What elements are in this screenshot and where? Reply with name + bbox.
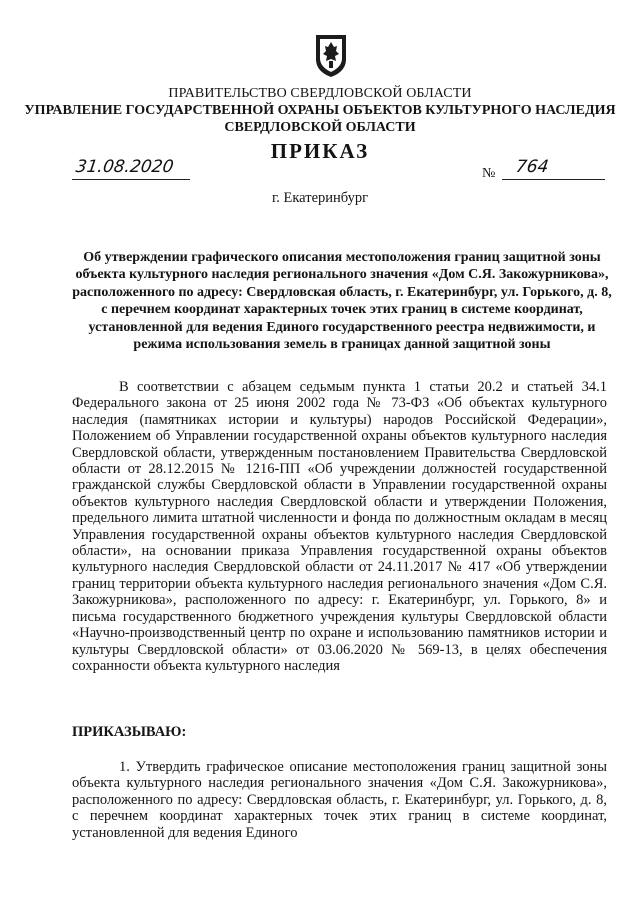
order-date: 31.08.2020 — [74, 157, 175, 177]
city: г. Екатеринбург — [271, 190, 369, 206]
department-name: УПРАВЛЕНИЕ ГОСУДАРСТВЕННОЙ ОХРАНЫ ОБЪЕКТОВ КУЛЬТУРНОГО НАСЛЕДИЯ СВЕРДЛОВСКОЙ ОБЛАСТИ — [24, 103, 616, 135]
document-type: ПРИКАЗ — [270, 139, 370, 163]
coat-of-arms-icon — [313, 32, 349, 78]
order-number: 764 — [514, 157, 550, 177]
order-date-field — [72, 157, 190, 180]
clause-1-paragraph: 1. Утвердить графическое описание местоположения границ защитной зоны объекта культурного наследия регионального значения «Дом С.Я. Закожурникова», расположенного по адресу: Свердловская область, г. Екатеринбург, ул. Горького, д. 8, с перечнем координат характерных точек этих границ в системе координат, установленной для ведения Единого — [72, 759, 607, 841]
order-number-field — [502, 157, 605, 180]
order-title: Об утверждении графического описания местоположения границ защитной зоны объекта культурного наследия регионального значения «Дом С.Я. Закожурникова», расположенного по адресу: Свердловская область, г. Екатеринбург, ул. Горького, д. 8, с перечнем координат характерных точек этих границ в системе координат, установленной для ведения Единого государственного реестра недвижимости, и режима использования земель в границах данной защитной зоны — [72, 250, 612, 353]
preamble-paragraph: В соответствии с абзацем седьмым пункта 1 статьи 20.2 и статьей 34.1 Федерального закона от 25 июня 2002 года № 73-ФЗ «Об объектах культурного наследия (памятниках истории и культуры) народов Российской Федерации», Положением об Управлении государственной охраны объектов культурного наследия Свердловской области, утвержденным постановлением Правительства Свердловской области от 28.12.2015 № 1216-ПП «Об учреждении должностей государственной гражданской службы Свердловской области в Управлении государственной охраны объектов культурного наследия Свердловской области и утверждении Положения, предельного лимита штатной численности и фонда по должностным окладам в месяц Управления государственной охраны объектов культурного наследия Свердловской области», на основании приказа Управления государственной охраны объектов культурного наследия Свердловской области от 24.11.2017 № 417 «Об утверждении границ территории объекта культурного наследия регионального значения «Дом С.Я. Закожурникова», расположенного по адресу: г. Екатеринбург, ул. Горького, 8» и письма государственного бюджетного учреждения культуры Свердловской области «Научно-производственный центр по охране и использованию памятников истории и культуры Свердловской области» от 03.06.2020 № 569-13, в целях обеспечения сохранности объекта культурного наследия — [72, 379, 607, 674]
order-number-label: № — [482, 166, 496, 181]
government-name: ПРАВИТЕЛЬСТВО СВЕРДЛОВСКОЙ ОБЛАСТИ — [168, 86, 472, 101]
order-heading: ПРИКАЗЫВАЮ: — [72, 724, 187, 740]
